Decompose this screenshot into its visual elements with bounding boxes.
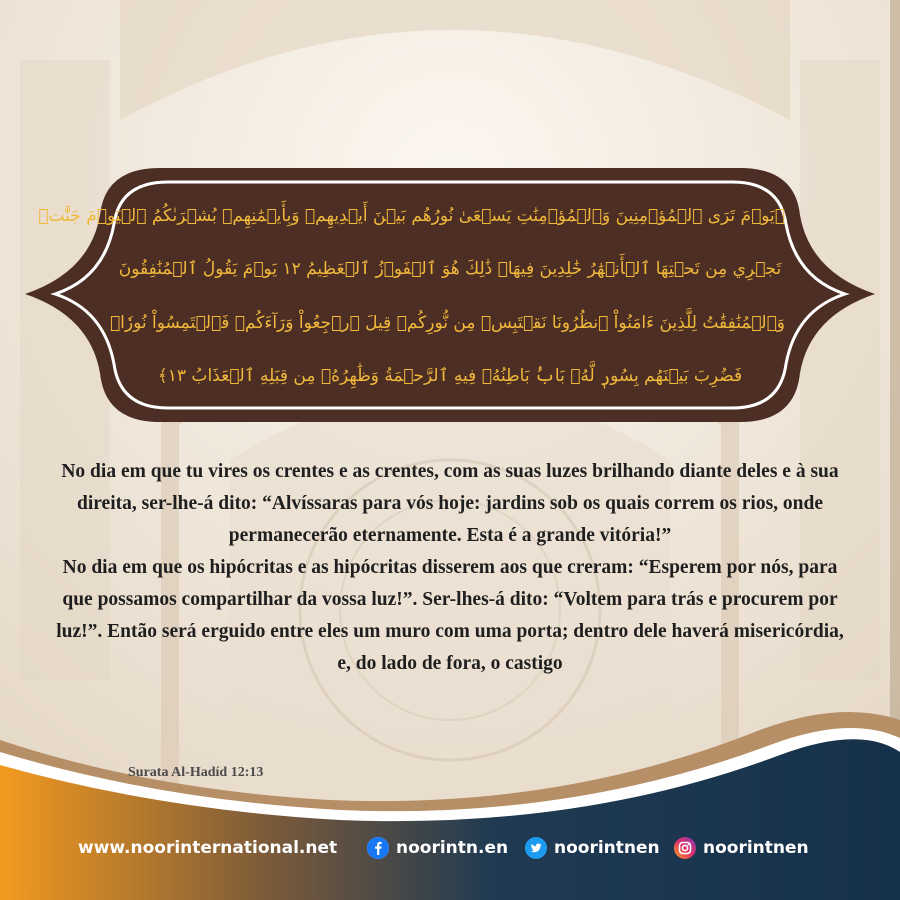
instagram-handle: noorintnen	[703, 838, 809, 858]
instagram-icon	[674, 837, 696, 859]
arabic-verse-line: ﴿يَوۡمَ تَرَى ٱلۡمُؤۡمِنِينَ وَٱلۡمُؤۡمِنَٰتِ يَسۡعَىٰ نُورُهُم بَيۡنَ أَيۡدِيهِمۡ وَبِأَيۡمَٰنِهِمۖ بُشۡرَىٰكُمُ ٱلۡيَوۡمَ جَنَّٰتٞ	[38, 206, 785, 226]
translation-text	[48, 456, 852, 680]
instagram-link[interactable]	[674, 837, 809, 859]
translation-paragraph: No dia em que os hipócritas e as hipócritas disserem aos que creram: “Esperem por nós, para que possamos compartilhar da vossa luz!”. Ser-lhes-á dito: “Voltem para trás e procurem por luz!”. Então será erguido entre eles um muro com uma porta; dentro dele haverá misericórdia, e, do lado de fora, o castigo	[56, 557, 844, 674]
arabic-verse-line: فَضُرِبَ بَيۡنَهُم بِسُورٖ لَّهُۥ بَابُۢ بَاطِنُهُۥ فِيهِ ٱلرَّحۡمَةُ وَظَٰهِرُهُۥ مِن قِبَلِهِ ٱلۡعَذَابُ ١٣﴾	[157, 365, 743, 386]
footer	[0, 828, 900, 868]
twitter-link[interactable]	[525, 837, 660, 859]
translation-paragraph: No dia em que tu vires os crentes e as crentes, com as suas luzes brilhando diante deles e à sua direita, ser-lhe-á dito: “Alvíssaras para vós hoje: jardins sob os quais correm os rios, onde permanecerão eternamente. Esta é a grande vitória!”	[61, 461, 839, 546]
facebook-link[interactable]	[367, 837, 508, 859]
facebook-icon	[367, 837, 389, 859]
arabic-verse	[38, 196, 785, 396]
arabic-verse-line: وَٱلۡمُنَٰفِقَٰتُ لِلَّذِينَ ءَامَنُواْ ٱنظُرُونَا نَقۡتَبِسۡ مِن نُّورِكُمۡ قِيلَ ٱرۡجِعُواْ وَرَآءَكُمۡ فَٱلۡتَمِسُواْ نُورٗاۖ	[109, 312, 785, 333]
footer-wave	[0, 700, 900, 900]
facebook-handle: noorintn.en	[396, 838, 509, 858]
twitter-handle: noorintnen	[554, 838, 660, 858]
website-link[interactable]: www.noorinternational.net	[78, 838, 338, 858]
verse-reference: Surata Al-Hadíd 12:13	[128, 765, 264, 780]
twitter-icon	[525, 837, 547, 859]
arabic-verse-line: تَجۡرِي مِن تَحۡتِهَا ٱلۡأَنۡهَٰرُ خَٰلِدِينَ فِيهَاۚ ذَٰلِكَ هُوَ ٱلۡفَوۡزُ ٱلۡعَظِيمُ ١٢ يَوۡمَ يَقُولُ ٱلۡمُنَٰفِقُونَ	[118, 259, 782, 280]
